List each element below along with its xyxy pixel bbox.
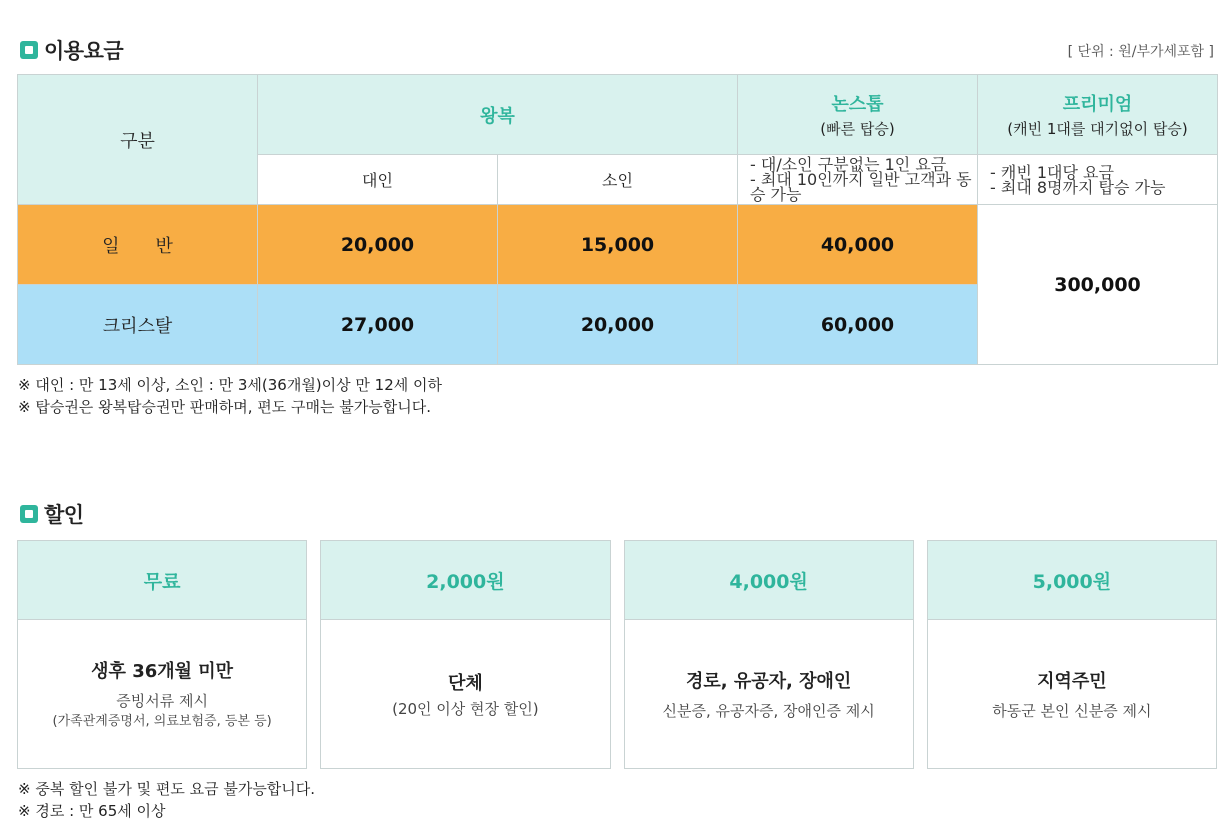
fee-table <box>17 74 1218 365</box>
row-label-normal: 일 반 <box>18 205 258 285</box>
discount-target: 생후 36개월 미만 <box>91 661 234 682</box>
table-row <box>18 205 1218 285</box>
discount-condition-detail: (가족관계증명서, 의료보험증, 등본 등) <box>52 714 272 729</box>
fee-note: ※ 대인 : 만 13세 이상, 소인 : 만 3세(36개월)이상 만 12세 이하 <box>18 376 442 394</box>
discount-note: ※ 중복 할인 불가 및 편도 요금 불가능합니다. <box>18 780 316 798</box>
discount-target: 단체 <box>447 672 483 694</box>
price-crystal-nonstop: 60,000 <box>738 285 978 365</box>
discount-amount: 5,000원 <box>928 541 1216 620</box>
discount-cards <box>17 540 1217 769</box>
discount-card-senior <box>624 540 914 769</box>
header-adult: 대인 <box>258 155 498 205</box>
unit-label: [ 단위 : 원/부가세포함 ] <box>1067 44 1214 60</box>
fee-note: ※ 탑승권은 왕복탑승권만 판매하며, 편도 구매는 불가능합니다. <box>18 398 431 416</box>
row-label-crystal: 크리스탈 <box>18 285 258 365</box>
discount-notes <box>18 778 315 822</box>
square-bullet-icon <box>20 505 38 523</box>
discount-amount: 4,000원 <box>625 541 913 620</box>
discount-card-free <box>17 540 307 769</box>
header-nonstop: 논스톱 (빠른 탑승) <box>738 75 978 155</box>
price-normal-nonstop: 40,000 <box>738 205 978 285</box>
header-wangbok: 왕복 <box>258 75 738 155</box>
discount-amount: 무료 <box>18 541 306 620</box>
discount-target: 경로, 유공자, 장애인 <box>685 670 852 692</box>
header-premium: 프리미엄 (캐빈 1대를 대기없이 탑승) <box>978 75 1218 155</box>
header-child: 소인 <box>498 155 738 205</box>
price-crystal-child: 20,000 <box>498 285 738 365</box>
premium-notes: - 캐빈 1대당 요금 - 최대 8명까지 탑승 가능 <box>978 155 1218 205</box>
nonstop-notes: - 대/소인 구분없는 1인 요금 - 최대 10인까지 일반 고객과 동승 가능 <box>738 155 978 205</box>
discount-condition: 증빙서류 제시 <box>116 692 208 710</box>
discount-section-title <box>20 499 84 529</box>
header-category: 구분 <box>18 75 258 205</box>
discount-condition: 하동군 본인 신분증 제시 <box>992 701 1152 720</box>
fee-notes <box>18 374 442 418</box>
discount-target: 지역주민 <box>1037 670 1107 692</box>
discount-card-resident <box>927 540 1217 769</box>
discount-condition: (20인 이상 현장 할인) <box>392 699 539 718</box>
discount-title: 할인 <box>44 503 84 527</box>
discount-condition: 신분증, 유공자증, 장애인증 제시 <box>662 701 875 720</box>
discount-amount: 2,000원 <box>321 541 609 620</box>
discount-note: ※ 경로 : 만 65세 이상 <box>18 802 166 820</box>
fees-title: 이용요금 <box>44 39 124 63</box>
square-bullet-icon <box>20 41 38 59</box>
price-crystal-adult: 27,000 <box>258 285 498 365</box>
price-premium: 300,000 <box>978 205 1218 365</box>
price-normal-adult: 20,000 <box>258 205 498 285</box>
price-normal-child: 15,000 <box>498 205 738 285</box>
fees-section-title <box>20 35 123 65</box>
discount-card-group <box>320 540 610 769</box>
